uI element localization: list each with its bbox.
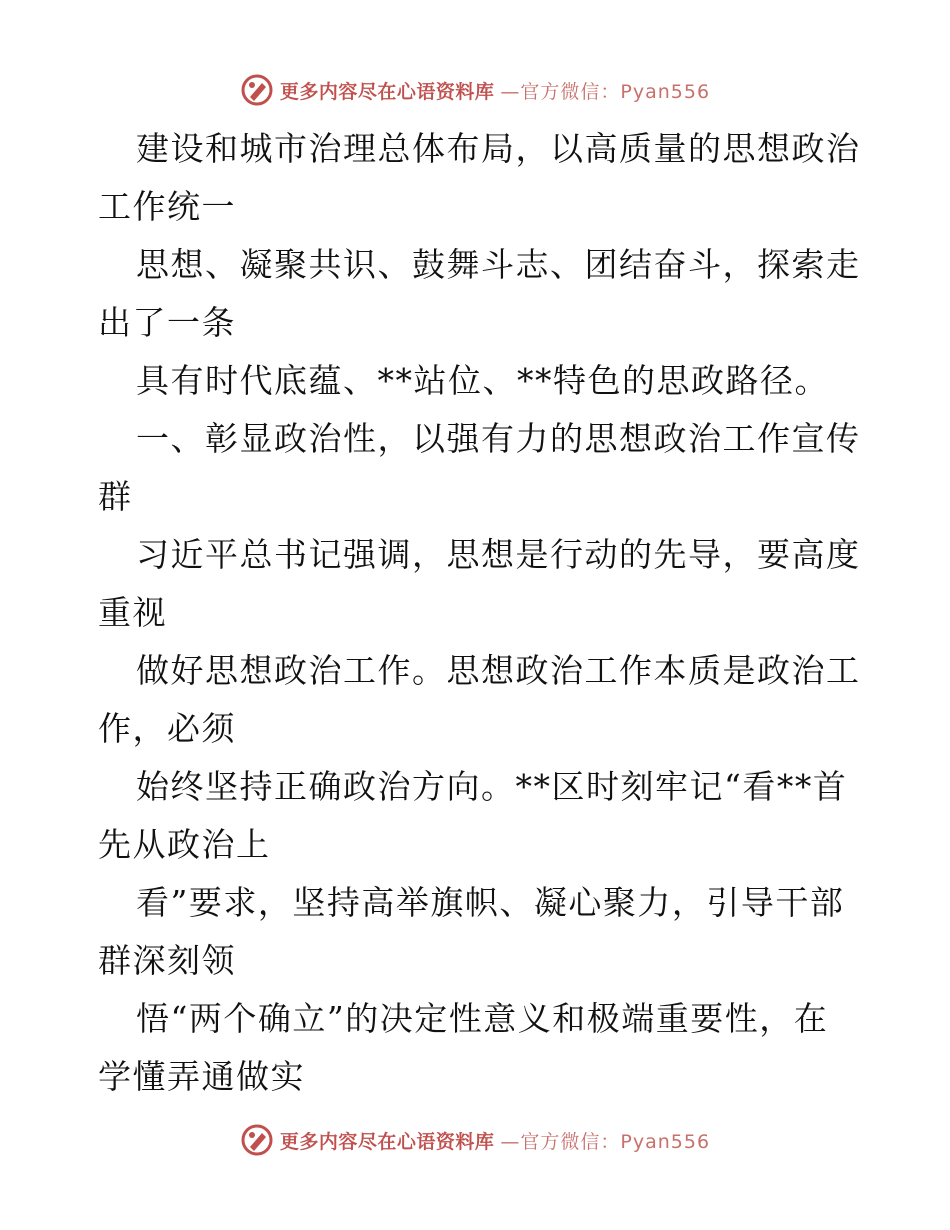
watermark-wechat: —官方微信：Pyan556: [500, 1130, 711, 1153]
watermark-brand: 更多内容尽在心语资料库: [279, 80, 495, 103]
text-line: 工作统一: [98, 187, 236, 226]
text-line: 建设和城市治理总体布局，以高质量的思想政治: [136, 129, 861, 168]
text-line: 学懂弄通做实: [98, 1057, 305, 1096]
text-line: 群深刻领: [98, 941, 236, 980]
text-line: 先从政治上: [98, 825, 271, 864]
text-line: 习近平总书记强调，思想是行动的先导，要高度: [136, 535, 861, 574]
text-line: 看”要求，坚持高举旗帜、凝心聚力，引导干部: [136, 883, 845, 922]
header-watermark: [0, 70, 950, 110]
text-line: 出了一条: [98, 303, 236, 342]
text-line: 具有时代底蕴、**站位、**特色的思政路径。: [136, 361, 829, 400]
text-line: 始终坚持正确政治方向。**区时刻牢记“看**首: [136, 767, 848, 806]
text-line: 思想、凝聚共识、鼓舞斗志、团结奋斗，探索走: [136, 245, 861, 284]
footer-watermark: [0, 1120, 950, 1160]
watermark-brand: 更多内容尽在心语资料库: [279, 1130, 495, 1153]
text-line: 群: [98, 477, 133, 516]
text-line: 重视: [98, 593, 167, 632]
text-line: 做好思想政治工作。思想政治工作本质是政治工: [136, 651, 861, 690]
pen-nib-logo-icon: [240, 1123, 274, 1157]
watermark-wechat: —官方微信：Pyan556: [500, 80, 711, 103]
section-heading: 一、彰显政治性，以强有力的思想政治工作宣传: [136, 419, 861, 458]
text-line: 作，必须: [98, 709, 236, 748]
document-body: [98, 120, 861, 1106]
text-line: 悟“两个确立”的决定性意义和极端重要性，在: [136, 999, 829, 1038]
pen-nib-logo-icon: [240, 73, 274, 107]
